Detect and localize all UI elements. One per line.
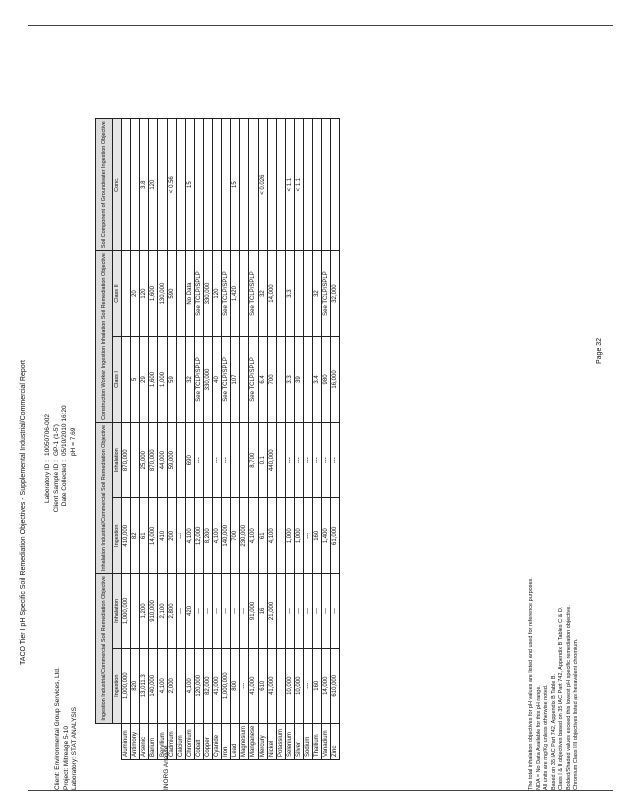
value-cell: --- bbox=[313, 574, 322, 649]
value-cell: 330,000 bbox=[203, 337, 212, 423]
value-cell: 590 bbox=[167, 251, 176, 337]
value-cell: 230,000 bbox=[240, 498, 249, 574]
analyte-name: Calcium bbox=[176, 723, 185, 759]
value-cell: 3.4 bbox=[313, 337, 322, 423]
value-cell: 15 bbox=[185, 119, 194, 251]
analyte-name: Nickel bbox=[267, 723, 276, 759]
value-cell: 21,000 bbox=[267, 574, 276, 649]
analyte-name: Zinc bbox=[331, 723, 340, 759]
value-cell bbox=[303, 119, 312, 251]
value-cell: 82 bbox=[131, 498, 140, 574]
analyte-name: Selenium bbox=[285, 723, 294, 759]
value-cell bbox=[176, 648, 185, 723]
sub-header: Inhalation bbox=[113, 574, 122, 649]
value-cell: 25,000 bbox=[140, 422, 149, 498]
table-row bbox=[267, 119, 276, 760]
sample-id-value: GP-1 (1-5') bbox=[52, 424, 60, 456]
value-cell: --- bbox=[213, 422, 222, 498]
value-cell: --- bbox=[203, 574, 212, 649]
sub-header: Class II bbox=[113, 251, 122, 337]
value-cell: 59,000 bbox=[167, 422, 176, 498]
analyte-name: Potassium bbox=[276, 723, 285, 759]
value-cell: 2,000 bbox=[167, 648, 176, 723]
value-cell: 2,100 bbox=[158, 574, 167, 649]
analyte-name: Copper bbox=[203, 723, 212, 759]
lab-id-value: 10050706-002 bbox=[44, 414, 51, 456]
value-cell: See TCLP/SPLP bbox=[222, 251, 231, 337]
value-cell: 20 bbox=[131, 251, 140, 337]
value-cell bbox=[176, 337, 185, 423]
value-cell bbox=[203, 422, 212, 498]
value-cell: < 0.56 bbox=[167, 119, 176, 251]
value-cell bbox=[158, 119, 167, 251]
value-cell bbox=[122, 251, 131, 337]
value-cell: 3.3 bbox=[285, 337, 294, 423]
value-cell: 120 bbox=[149, 119, 158, 251]
analyte-name: Cadmium bbox=[167, 723, 176, 759]
value-cell bbox=[276, 337, 285, 423]
value-cell: 4,100 bbox=[213, 498, 222, 574]
group-header: Soil Component of Groundwater Ingestion Objective bbox=[96, 119, 113, 251]
value-cell: 610,000 bbox=[331, 648, 340, 723]
value-cell bbox=[276, 251, 285, 337]
value-cell bbox=[176, 119, 185, 251]
value-cell: 1,000 bbox=[285, 498, 294, 574]
table-row bbox=[122, 119, 131, 760]
sub-header: Ingestion bbox=[113, 648, 122, 723]
analyte-name: Antimony bbox=[131, 723, 140, 759]
value-cell: 15 bbox=[231, 119, 240, 251]
analyte-name: Beryllium bbox=[158, 723, 167, 759]
value-cell: 41,000 bbox=[267, 648, 276, 723]
table-row bbox=[222, 119, 231, 760]
value-cell: < 1.1 bbox=[294, 119, 303, 251]
analyte-name: Cyanide bbox=[213, 723, 222, 759]
value-cell: --- bbox=[322, 422, 331, 498]
footnote: Bolded/Shaded values exceed this lowest pH specific remediation objective. bbox=[565, 605, 572, 790]
table-row bbox=[303, 119, 312, 760]
value-cell: --- bbox=[222, 422, 231, 498]
value-cell: 700 bbox=[267, 337, 276, 423]
value-cell: 107 bbox=[231, 337, 240, 423]
footnote: NDA = No Data Available for this pH range. bbox=[535, 685, 542, 790]
footnote: Chromium Class I/II objectives listed as hexavalent chromium. bbox=[573, 638, 579, 790]
lab-id-label: Laboratory ID : bbox=[44, 460, 51, 503]
value-cell: --- bbox=[331, 574, 340, 649]
value-cell: 160 bbox=[313, 648, 322, 723]
value-cell: 41,000 bbox=[213, 648, 222, 723]
rotated-report-sheet bbox=[20, 121, 579, 790]
table-row bbox=[258, 119, 267, 760]
value-cell: No Data bbox=[185, 251, 194, 337]
date-label: Date Collected : bbox=[61, 460, 68, 507]
value-cell bbox=[131, 574, 140, 649]
value-cell: 1,600 bbox=[149, 337, 158, 423]
analyte-name: Barium bbox=[149, 723, 158, 759]
group-header: Ingestion Industrial/Commercial Soil Remediation Objective bbox=[96, 574, 113, 724]
sub-header: Class I bbox=[113, 337, 122, 423]
table-row bbox=[185, 119, 194, 760]
value-cell: See TCLP/SPLP bbox=[249, 251, 258, 337]
value-cell: < 0.026 bbox=[258, 119, 267, 251]
value-cell bbox=[303, 251, 312, 337]
bottom-rule bbox=[28, 790, 613, 791]
corner-cell bbox=[113, 723, 122, 759]
value-cell: 160 bbox=[313, 498, 322, 574]
sub-header: Conc. bbox=[113, 119, 122, 251]
date-value: 05/10/2010 16:20 bbox=[61, 405, 68, 456]
value-cell bbox=[240, 119, 249, 251]
value-cell: 610 bbox=[258, 648, 267, 723]
value-cell: 3.3 bbox=[285, 251, 294, 337]
value-cell: 39 bbox=[294, 337, 303, 423]
analyte-name: Manganese bbox=[249, 723, 258, 759]
ph-label bbox=[70, 460, 79, 530]
value-cell: 1,600 bbox=[149, 251, 158, 337]
value-cell bbox=[122, 119, 131, 251]
value-cell: 32 bbox=[313, 251, 322, 337]
value-cell: 4,100 bbox=[158, 648, 167, 723]
group-header: Construction Worker Ingestion Inhalation Soil Remediation Objective bbox=[96, 251, 113, 423]
sample-id-row bbox=[53, 392, 62, 530]
value-cell: 82,000 bbox=[203, 648, 212, 723]
value-cell: 1,420 bbox=[231, 251, 240, 337]
value-cell: 1,000,000 bbox=[122, 648, 131, 723]
value-cell: --- bbox=[231, 574, 240, 649]
value-cell bbox=[176, 251, 185, 337]
analyte-name: Vanadium bbox=[322, 723, 331, 759]
value-cell bbox=[203, 119, 212, 251]
value-cell: 980 bbox=[322, 337, 331, 423]
top-rule bbox=[28, 25, 613, 26]
analyte-name: Chromium bbox=[185, 723, 194, 759]
value-cell: 8,700 bbox=[249, 422, 258, 498]
value-cell: 10,000 bbox=[285, 648, 294, 723]
value-cell: 4,100 bbox=[185, 498, 194, 574]
table-row bbox=[231, 119, 240, 760]
value-cell: 690 bbox=[185, 422, 194, 498]
value-cell: 1,000,000 bbox=[222, 648, 231, 723]
value-cell bbox=[213, 119, 222, 251]
analyte-name: Thallium bbox=[313, 723, 322, 759]
sub-header: Inhalation bbox=[113, 422, 122, 498]
table-row bbox=[131, 119, 140, 760]
analyte-name: Magnesium bbox=[240, 723, 249, 759]
table-row bbox=[313, 119, 322, 760]
value-cell: 12,000 bbox=[194, 498, 203, 574]
client-line: Client: Environmental Group Services, Ltd. bbox=[54, 667, 61, 790]
value-cell: --- bbox=[331, 422, 340, 498]
value-cell bbox=[176, 422, 185, 498]
value-cell: --- bbox=[303, 648, 312, 723]
value-cell: 330,000 bbox=[203, 251, 212, 337]
value-cell bbox=[303, 337, 312, 423]
value-cell: --- bbox=[240, 648, 249, 723]
footnote: Based on 35 IAC Part 742, Appendix B Table B. bbox=[550, 673, 557, 790]
value-cell: See TCLP/SPLP bbox=[222, 337, 231, 423]
value-cell: 120,000 bbox=[194, 648, 203, 723]
table-row bbox=[294, 119, 303, 760]
value-cell: 3.8 bbox=[140, 119, 149, 251]
client-info bbox=[54, 667, 80, 790]
table-row bbox=[285, 119, 294, 760]
value-cell: 14,000 bbox=[267, 251, 276, 337]
ph-value: pH = 7.69 bbox=[69, 427, 77, 456]
analyte-name: Lead bbox=[231, 723, 240, 759]
value-cell bbox=[322, 119, 331, 251]
value-cell: 870,000 bbox=[122, 422, 131, 498]
value-cell: 120 bbox=[213, 251, 222, 337]
page-number: Page 32 bbox=[596, 337, 603, 364]
value-cell: 1,200 bbox=[140, 574, 149, 649]
value-cell: 6.4 bbox=[258, 337, 267, 423]
footnote: All units are mg/Kg unless otherwise noted. bbox=[543, 684, 549, 790]
value-cell: See TCLP/SPLP bbox=[194, 251, 203, 337]
value-cell: --- bbox=[222, 574, 231, 649]
analyte-name: Aluminum bbox=[122, 723, 131, 759]
value-cell: 420 bbox=[185, 574, 194, 649]
value-cell: 440,000 bbox=[267, 422, 276, 498]
date-row bbox=[61, 392, 70, 530]
value-cell: --- bbox=[303, 422, 312, 498]
value-cell bbox=[276, 422, 285, 498]
value-cell: 32 bbox=[258, 251, 267, 337]
value-cell: 14,000 bbox=[322, 648, 331, 723]
value-cell bbox=[240, 251, 249, 337]
value-cell: See TCLP/SPLP bbox=[249, 337, 258, 423]
analyte-name: Arsenic bbox=[140, 723, 149, 759]
value-cell bbox=[231, 422, 240, 498]
value-cell: 140,000 bbox=[222, 498, 231, 574]
analyte-name: Iron bbox=[222, 723, 231, 759]
value-cell bbox=[122, 337, 131, 423]
value-cell: 16 bbox=[258, 574, 267, 649]
value-cell bbox=[276, 574, 285, 649]
value-cell: See TCLP/SPLP bbox=[322, 251, 331, 337]
value-cell: < 1.1 bbox=[285, 119, 294, 251]
value-cell: --- bbox=[285, 422, 294, 498]
value-cell bbox=[331, 119, 340, 251]
value-cell: 61 bbox=[140, 498, 149, 574]
group-header: Inhalation Industrial/Commercial Soil Remediation Objective bbox=[96, 422, 113, 573]
ph-row bbox=[70, 392, 79, 530]
value-cell: 410 bbox=[158, 498, 167, 574]
inorganics-label: INORG Analyte bbox=[163, 745, 170, 790]
value-cell: 130,000 bbox=[158, 251, 167, 337]
table-row bbox=[158, 119, 167, 760]
value-cell: 14,000 bbox=[149, 498, 158, 574]
value-cell bbox=[276, 648, 285, 723]
table-body bbox=[122, 119, 340, 760]
value-cell: 61,000 bbox=[331, 498, 340, 574]
value-cell: 140,000 bbox=[149, 648, 158, 723]
value-cell: 29 bbox=[140, 337, 149, 423]
value-cell: 59 bbox=[167, 337, 176, 423]
value-cell: 4,100 bbox=[185, 648, 194, 723]
value-cell: 16,000 bbox=[331, 337, 340, 423]
report-title: TACO Tier I pH Specific Soil Remediation Objectives - Supplemental Industrial/Commercial Report bbox=[20, 360, 27, 665]
value-cell: --- bbox=[176, 498, 185, 574]
footnote: Class I & II objectives based on 35 IAC Part 742, Appendix B Tables C & D. bbox=[558, 606, 564, 790]
value-cell: 40 bbox=[213, 337, 222, 423]
value-cell bbox=[276, 119, 285, 251]
corner-cell bbox=[96, 723, 113, 759]
value-cell bbox=[222, 119, 231, 251]
group-header-row bbox=[96, 119, 113, 760]
value-cell bbox=[276, 498, 285, 574]
value-cell: 1,000 bbox=[158, 337, 167, 423]
sample-id-label: Client Sample ID : bbox=[52, 460, 60, 513]
value-cell: 2,800 bbox=[167, 574, 176, 649]
table-row bbox=[140, 119, 149, 760]
value-cell: 700 bbox=[231, 498, 240, 574]
value-cell bbox=[240, 422, 249, 498]
analyte-name: Sodium bbox=[303, 723, 312, 759]
value-cell bbox=[240, 337, 249, 423]
table-row bbox=[167, 119, 176, 760]
value-cell: 32 bbox=[185, 337, 194, 423]
value-cell bbox=[267, 119, 276, 251]
value-cell: 1,000 bbox=[294, 498, 303, 574]
value-cell: 910,000 bbox=[149, 574, 158, 649]
analyte-name: Silver bbox=[294, 723, 303, 759]
table-row bbox=[249, 119, 258, 760]
lab-id-row bbox=[44, 392, 53, 530]
table-row bbox=[194, 119, 203, 760]
value-cell: 410,000 bbox=[122, 498, 131, 574]
value-cell: --- bbox=[322, 574, 331, 649]
value-cell: 4,100 bbox=[267, 498, 276, 574]
value-cell: --- bbox=[240, 574, 249, 649]
project-line: Project: Mitreage 5-10 bbox=[62, 726, 70, 790]
value-cell: 41,000 bbox=[249, 648, 258, 723]
analyte-name: Cobalt bbox=[194, 723, 203, 759]
table-row bbox=[176, 119, 185, 760]
value-cell: --- bbox=[194, 574, 203, 649]
value-cell bbox=[294, 251, 303, 337]
value-cell: 32,000 bbox=[331, 251, 340, 337]
table-row bbox=[203, 119, 212, 760]
laboratory-line: Laboratory: STAT ANALYSIS bbox=[71, 707, 78, 790]
value-cell: 5 bbox=[131, 337, 140, 423]
value-cell: 13,011.3 bbox=[140, 648, 149, 723]
table-row bbox=[240, 119, 249, 760]
table-row bbox=[149, 119, 158, 760]
value-cell: 1,400 bbox=[322, 498, 331, 574]
value-cell: 120 bbox=[140, 251, 149, 337]
value-cell: 0.1 bbox=[258, 422, 267, 498]
value-cell: --- bbox=[303, 574, 312, 649]
value-cell: 4,100 bbox=[249, 498, 258, 574]
value-cell bbox=[194, 119, 203, 251]
value-cell bbox=[249, 119, 258, 251]
value-cell: 44,000 bbox=[158, 422, 167, 498]
value-cell: --- bbox=[285, 574, 294, 649]
value-cell: --- bbox=[313, 422, 322, 498]
value-cell: --- bbox=[194, 422, 203, 498]
analyte-name: Mercury bbox=[258, 723, 267, 759]
lab-sample-info bbox=[44, 392, 78, 530]
value-cell: 91,000 bbox=[249, 574, 258, 649]
table-row bbox=[276, 119, 285, 760]
sub-header: Ingestion bbox=[113, 498, 122, 574]
value-cell: --- bbox=[294, 422, 303, 498]
value-cell bbox=[131, 422, 140, 498]
table-row bbox=[213, 119, 222, 760]
table-row bbox=[331, 119, 340, 760]
value-cell bbox=[313, 119, 322, 251]
value-cell: 800 bbox=[231, 648, 240, 723]
value-cell: See TCLP/SPLP bbox=[194, 337, 203, 423]
value-cell: 10,000 bbox=[294, 648, 303, 723]
value-cell: --- bbox=[176, 574, 185, 649]
value-cell: 820 bbox=[131, 648, 140, 723]
footnote: The total inhalation objectives for pH values are listed and used for reference purposes. bbox=[528, 577, 534, 790]
value-cell: --- bbox=[303, 498, 312, 574]
value-cell: 8,200 bbox=[203, 498, 212, 574]
value-cell: 870,000 bbox=[149, 422, 158, 498]
table-row bbox=[322, 119, 331, 760]
sub-header-row bbox=[113, 119, 122, 760]
value-cell bbox=[131, 119, 140, 251]
value-cell: 61 bbox=[258, 498, 267, 574]
value-cell: 1,000,000 bbox=[122, 574, 131, 649]
objectives-table bbox=[95, 118, 340, 760]
value-cell: --- bbox=[213, 574, 222, 649]
footnotes bbox=[528, 577, 581, 790]
value-cell: 200 bbox=[167, 498, 176, 574]
value-cell: --- bbox=[294, 574, 303, 649]
